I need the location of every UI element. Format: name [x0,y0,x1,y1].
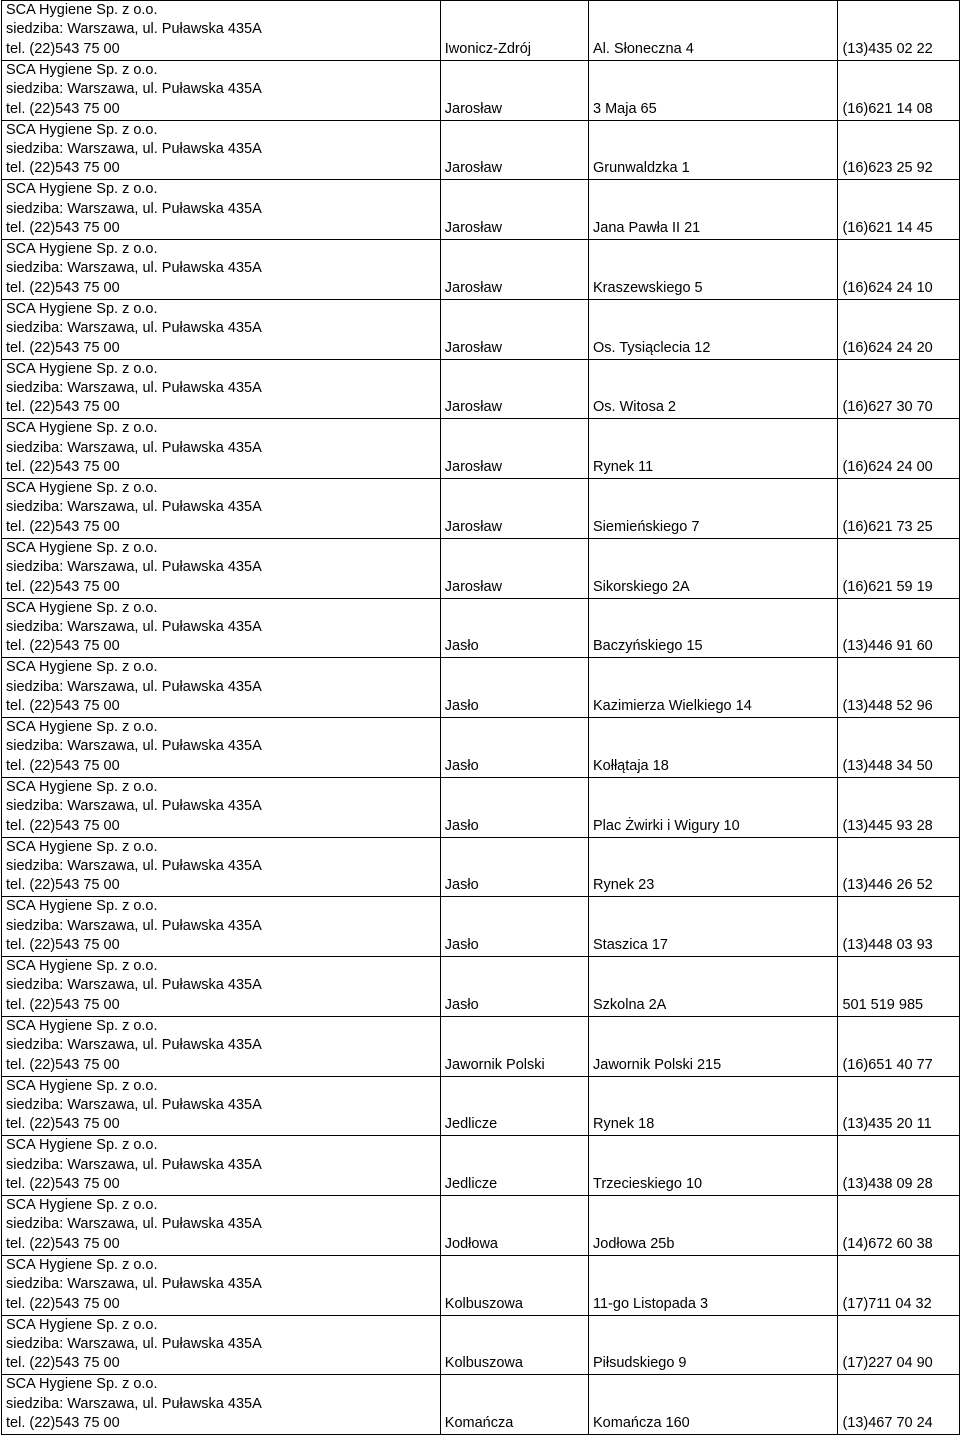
table-row [2,1016,960,1076]
table-row [2,897,960,957]
street-cell: Kraszewskiego 5 [589,240,838,300]
phone-cell: (16)651 40 77 [838,1016,960,1076]
company-phone: tel. (22)543 75 00 [6,100,120,117]
phone-cell: (13)448 52 96 [838,658,960,718]
street-cell: Staszica 17 [589,897,838,957]
company-phone: tel. (22)543 75 00 [6,638,120,655]
company-phone: tel. (22)543 75 00 [6,1235,120,1252]
phone-cell: (13)435 20 11 [838,1076,960,1136]
city-cell: Jedlicze [440,1136,588,1196]
company-name: SCA Hygiene Sp. z o.o. [6,659,158,676]
company-seat: siedziba: Warszawa, ul. Puławska 435A [6,977,262,994]
company-cell [2,1136,441,1196]
company-seat: siedziba: Warszawa, ul. Puławska 435A [6,618,262,635]
city-cell: Jarosław [440,419,588,479]
table-row [2,837,960,897]
phone-cell: (13)448 03 93 [838,897,960,957]
table-row [2,1375,960,1435]
street-cell: Baczyńskiego 15 [589,598,838,658]
company-seat: siedziba: Warszawa, ul. Puławska 435A [6,917,262,934]
street-cell: Rynek 23 [589,837,838,897]
phone-cell: (13)446 26 52 [838,837,960,897]
company-name: SCA Hygiene Sp. z o.o. [6,61,158,78]
company-name: SCA Hygiene Sp. z o.o. [6,181,158,198]
company-cell [2,479,441,539]
company-name: SCA Hygiene Sp. z o.o. [6,420,158,437]
phone-cell: (16)624 24 00 [838,419,960,479]
phone-cell: (17)711 04 32 [838,1255,960,1315]
company-phone: tel. (22)543 75 00 [6,937,120,954]
company-phone: tel. (22)543 75 00 [6,1295,120,1312]
company-phone: tel. (22)543 75 00 [6,459,120,476]
company-phone: tel. (22)543 75 00 [6,698,120,715]
company-seat: siedziba: Warszawa, ul. Puławska 435A [6,738,262,755]
city-cell: Kolbuszowa [440,1315,588,1375]
company-seat: siedziba: Warszawa, ul. Puławska 435A [6,1216,262,1233]
city-cell: Jodłowa [440,1196,588,1256]
phone-cell: (16)621 59 19 [838,538,960,598]
street-cell: Komańcza 160 [589,1375,838,1435]
locations-table [1,0,960,1435]
company-phone: tel. (22)543 75 00 [6,817,120,834]
company-phone: tel. (22)543 75 00 [6,279,120,296]
phone-cell: (13)435 02 22 [838,1,960,61]
company-cell [2,1315,441,1375]
phone-cell: (17)227 04 90 [838,1315,960,1375]
company-seat: siedziba: Warszawa, ul. Puławska 435A [6,1037,262,1054]
phone-cell: (16)621 73 25 [838,479,960,539]
table-row [2,60,960,120]
company-seat: siedziba: Warszawa, ul. Puławska 435A [6,260,262,277]
street-cell: Os. Tysiąclecia 12 [589,299,838,359]
table-row [2,359,960,419]
company-phone: tel. (22)543 75 00 [6,160,120,177]
company-phone: tel. (22)543 75 00 [6,339,120,356]
phone-cell: (16)624 24 10 [838,240,960,300]
company-cell [2,120,441,180]
company-name: SCA Hygiene Sp. z o.o. [6,1376,158,1393]
table-row [2,777,960,837]
phone-cell: (16)624 24 20 [838,299,960,359]
phone-cell: (13)448 34 50 [838,718,960,778]
city-cell: Jasło [440,718,588,778]
company-name: SCA Hygiene Sp. z o.o. [6,1256,158,1273]
company-phone: tel. (22)543 75 00 [6,220,120,237]
city-cell: Jarosław [440,359,588,419]
company-seat: siedziba: Warszawa, ul. Puławska 435A [6,200,262,217]
company-name: SCA Hygiene Sp. z o.o. [6,360,158,377]
company-seat: siedziba: Warszawa, ul. Puławska 435A [6,140,262,157]
table-row [2,240,960,300]
table-row [2,180,960,240]
city-cell: Jasło [440,658,588,718]
company-name: SCA Hygiene Sp. z o.o. [6,480,158,496]
company-name: SCA Hygiene Sp. z o.o. [6,778,158,795]
company-cell [2,240,441,300]
street-cell: Siemieńskiego 7 [589,479,838,539]
street-cell: Jana Pawła II 21 [589,180,838,240]
phone-cell: (16)621 14 08 [838,60,960,120]
company-seat: siedziba: Warszawa, ul. Puławska 435A [6,499,262,516]
city-cell: Komańcza [440,1375,588,1435]
table-row [2,120,960,180]
company-cell [2,957,441,1017]
company-cell [2,359,441,419]
company-cell [2,718,441,778]
street-cell: Trzecieskiego 10 [589,1136,838,1196]
company-cell [2,60,441,120]
street-cell: Plac Żwirki i Wigury 10 [589,777,838,837]
city-cell: Jarosław [440,538,588,598]
table-row [2,538,960,598]
company-name: SCA Hygiene Sp. z o.o. [6,1077,158,1094]
company-seat: siedziba: Warszawa, ul. Puławska 435A [6,559,262,576]
company-name: SCA Hygiene Sp. z o.o. [6,898,158,915]
company-seat: siedziba: Warszawa, ul. Puławska 435A [6,1276,262,1293]
table-row [2,1,960,61]
city-cell: Jarosław [440,180,588,240]
company-phone: tel. (22)543 75 00 [6,996,120,1013]
city-cell: Kolbuszowa [440,1255,588,1315]
company-cell [2,1016,441,1076]
company-name: SCA Hygiene Sp. z o.o. [6,241,158,257]
city-cell: Jedlicze [440,1076,588,1136]
company-seat: siedziba: Warszawa, ul. Puławska 435A [6,798,262,815]
company-cell [2,777,441,837]
table-row [2,1136,960,1196]
company-cell [2,658,441,718]
company-cell [2,1375,441,1435]
street-cell: Os. Witosa 2 [589,359,838,419]
table-row [2,479,960,539]
city-cell: Jarosław [440,240,588,300]
street-cell: Jodłowa 25b [589,1196,838,1256]
company-name: SCA Hygiene Sp. z o.o. [6,539,158,556]
company-name: SCA Hygiene Sp. z o.o. [6,300,158,317]
table-body [2,1,960,1435]
street-cell: Sikorskiego 2A [589,538,838,598]
city-cell: Jawornik Polski [440,1016,588,1076]
company-name: SCA Hygiene Sp. z o.o. [6,1316,158,1333]
company-seat: siedziba: Warszawa, ul. Puławska 435A [6,1335,262,1352]
city-cell: Jarosław [440,479,588,539]
company-name: SCA Hygiene Sp. z o.o. [6,1017,158,1034]
phone-cell: (16)623 25 92 [838,120,960,180]
table-row [2,658,960,718]
phone-cell: (16)627 30 70 [838,359,960,419]
company-cell [2,538,441,598]
table-row [2,1076,960,1136]
company-seat: siedziba: Warszawa, ul. Puławska 435A [6,21,262,38]
company-seat: siedziba: Warszawa, ul. Puławska 435A [6,1156,262,1173]
company-phone: tel. (22)543 75 00 [6,1355,120,1372]
company-cell [2,1255,441,1315]
company-seat: siedziba: Warszawa, ul. Puławska 435A [6,1395,262,1412]
city-cell: Jasło [440,837,588,897]
company-seat: siedziba: Warszawa, ul. Puławska 435A [6,678,262,695]
company-name: SCA Hygiene Sp. z o.o. [6,958,158,974]
street-cell: Kazimierza Wielkiego 14 [589,658,838,718]
street-cell: Grunwaldzka 1 [589,120,838,180]
street-cell: 11-go Listopada 3 [589,1255,838,1315]
company-seat: siedziba: Warszawa, ul. Puławska 435A [6,320,262,337]
company-phone: tel. (22)543 75 00 [6,578,120,595]
city-cell: Iwonicz-Zdrój [440,1,588,61]
phone-cell: (14)672 60 38 [838,1196,960,1256]
company-seat: siedziba: Warszawa, ul. Puławska 435A [6,857,262,874]
company-cell [2,1,441,61]
company-cell [2,897,441,957]
phone-cell: 501 519 985 [838,957,960,1017]
company-cell [2,419,441,479]
company-seat: siedziba: Warszawa, ul. Puławska 435A [6,1096,262,1113]
table-row [2,1196,960,1256]
street-cell: Rynek 18 [589,1076,838,1136]
street-cell: Al. Słoneczna 4 [589,1,838,61]
company-phone: tel. (22)543 75 00 [6,1415,120,1432]
company-name: SCA Hygiene Sp. z o.o. [6,121,158,138]
city-cell: Jasło [440,957,588,1017]
company-phone: tel. (22)543 75 00 [6,1056,120,1073]
company-phone: tel. (22)543 75 00 [6,757,120,774]
company-phone: tel. (22)543 75 00 [6,1176,120,1193]
company-cell [2,1076,441,1136]
company-phone: tel. (22)543 75 00 [6,399,120,416]
company-name: SCA Hygiene Sp. z o.o. [6,838,158,855]
table-row [2,1315,960,1375]
company-name: SCA Hygiene Sp. z o.o. [6,1197,158,1213]
street-cell: Kołłątaja 18 [589,718,838,778]
company-name: SCA Hygiene Sp. z o.o. [6,719,158,735]
street-cell: Piłsudskiego 9 [589,1315,838,1375]
company-seat: siedziba: Warszawa, ul. Puławska 435A [6,81,262,98]
phone-cell: (13)438 09 28 [838,1136,960,1196]
city-cell: Jarosław [440,60,588,120]
table-row [2,718,960,778]
phone-cell: (13)445 93 28 [838,777,960,837]
city-cell: Jarosław [440,120,588,180]
city-cell: Jasło [440,897,588,957]
city-cell: Jasło [440,598,588,658]
table-row [2,957,960,1017]
company-cell [2,598,441,658]
street-cell: Rynek 11 [589,419,838,479]
city-cell: Jarosław [440,299,588,359]
company-phone: tel. (22)543 75 00 [6,1116,120,1133]
company-cell [2,180,441,240]
phone-cell: (13)467 70 24 [838,1375,960,1435]
company-cell [2,299,441,359]
company-name: SCA Hygiene Sp. z o.o. [6,1137,158,1154]
street-cell: Szkolna 2A [589,957,838,1017]
company-phone: tel. (22)543 75 00 [6,40,120,57]
table-row [2,419,960,479]
company-name: SCA Hygiene Sp. z o.o. [6,2,158,18]
table-row [2,1255,960,1315]
company-phone: tel. (22)543 75 00 [6,518,120,535]
table-row [2,598,960,658]
phone-cell: (16)621 14 45 [838,180,960,240]
street-cell: 3 Maja 65 [589,60,838,120]
street-cell: Jawornik Polski 215 [589,1016,838,1076]
company-seat: siedziba: Warszawa, ul. Puławska 435A [6,439,262,456]
company-name: SCA Hygiene Sp. z o.o. [6,599,158,616]
company-cell [2,837,441,897]
city-cell: Jasło [440,777,588,837]
company-phone: tel. (22)543 75 00 [6,877,120,894]
table-row [2,299,960,359]
company-seat: siedziba: Warszawa, ul. Puławska 435A [6,379,262,396]
company-cell [2,1196,441,1256]
phone-cell: (13)446 91 60 [838,598,960,658]
